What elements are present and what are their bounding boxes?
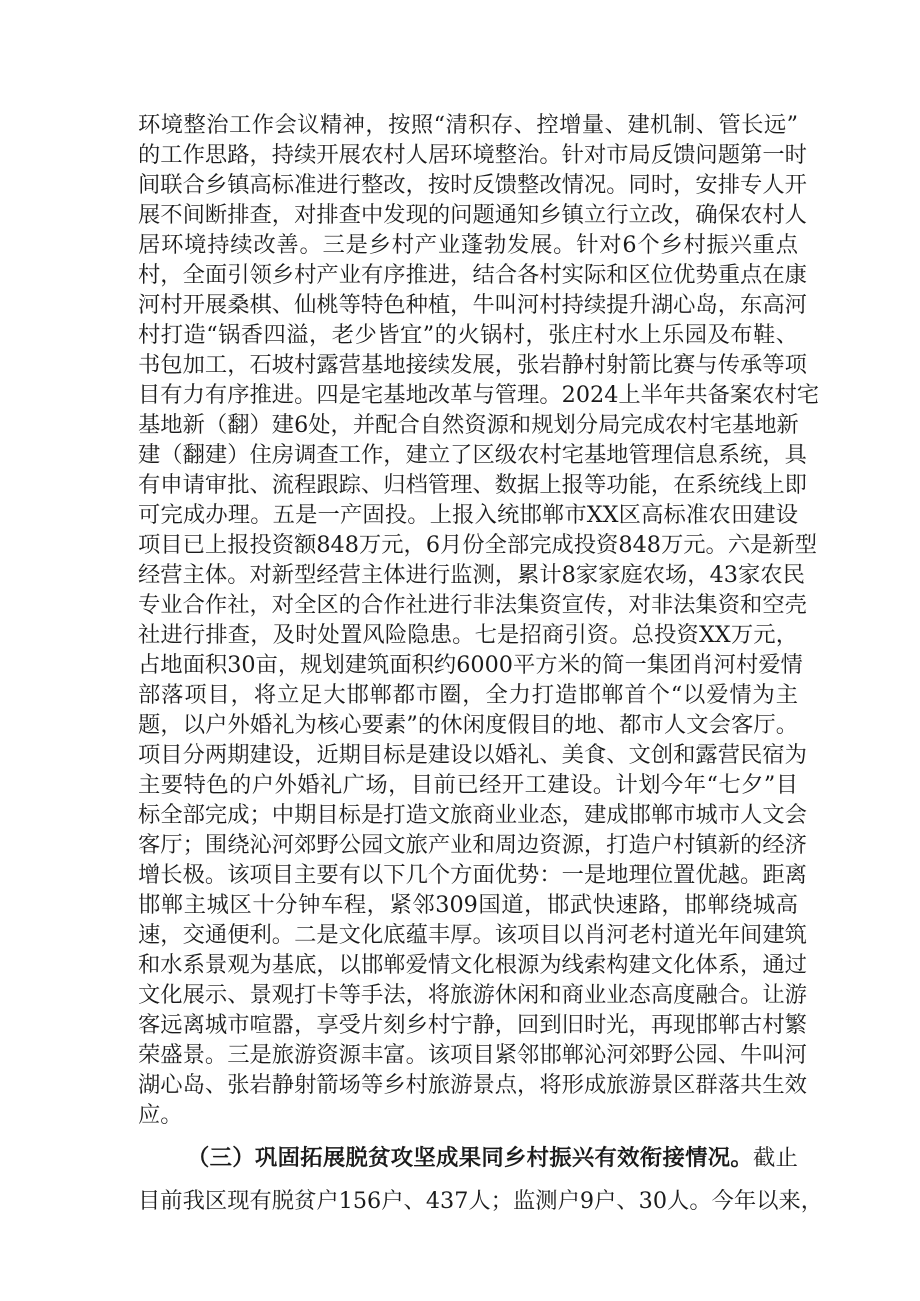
text-line: 可完成办理。五是一产固投。上报入统邯郸市XX区高标准农田建设 — [138, 502, 798, 528]
text-line: 展不间断排查，对排查中发现的问题通知乡镇立行立改，确保农村人 — [138, 202, 807, 228]
text-line: 和水系景观为基底，以邯郸爱情文化根源为线索构建文化体系，通过 — [138, 952, 807, 978]
text-line: 书包加工，石坡村露营基地接续发展，张岩静村射箭比赛与传承等项 — [138, 352, 807, 378]
text-line: 项目分两期建设，近期目标是建设以婚礼、美食、文创和露营民宿为 — [138, 742, 807, 768]
text-line: 间联合乡镇高标准进行整改，按时反馈整改情况。同时，安排专人开 — [138, 172, 807, 198]
heading-line-rest: 截止 — [753, 1145, 798, 1171]
text-line: 湖心岛、张岩静射箭场等乡村旅游景点，将形成旅游景区群落共生效 — [138, 1072, 807, 1098]
section-heading-line — [187, 1143, 798, 1173]
text-line: 目有力有序推进。四是宅基地改革与管理。2024上半年共备案农村宅 — [138, 382, 820, 408]
text-line: 居环境持续改善。三是乡村产业蓬勃发展。针对6个乡村振兴重点 — [138, 232, 798, 258]
text-line: 客远离城市喧嚣，享受片刻乡村宁静，回到旧时光，再现邯郸古村繁 — [138, 1012, 807, 1038]
text-line: 有申请审批、流程跟踪、归档管理、数据上报等功能，在系统线上即 — [138, 472, 807, 498]
text-line: 环境整治工作会议精神，按照“清积存、控增量、建机制、管长远” — [138, 112, 798, 138]
text-line: 基地新（翻）建6处，并配合自然资源和规划分局完成农村宅基地新 — [138, 412, 799, 438]
text-line: 应。 — [138, 1102, 183, 1128]
text-line: 的工作思路，持续开展农村人居环境整治。针对市局反馈问题第一时 — [138, 142, 807, 168]
text-line: 速，交通便利。二是文化底蕴丰厚。该项目以肖河老村道光年间建筑 — [138, 922, 807, 948]
text-line: 经营主体。对新型经营主体进行监测，累计8家家庭农场，43家农民 — [138, 562, 805, 588]
text-line: 标全部完成；中期目标是打造文旅商业业态，建成邯郸市城市人文会 — [138, 802, 807, 828]
text-line: 项目已上报投资额848万元，6月份全部完成投资848万元。六是新型 — [138, 532, 818, 558]
text-line: 荣盛景。三是旅游资源丰富。该项目紧邻邯郸沁河郊野公园、牛叫河 — [138, 1042, 807, 1068]
text-line: 专业合作社，对全区的合作社进行非法集资宣传，对非法集资和空壳 — [138, 592, 807, 618]
text-line: 村打造“锅香四溢，老少皆宜”的火锅村，张庄村水上乐园及布鞋、 — [138, 322, 798, 348]
text-line: 邯郸主城区十分钟车程，紧邻309国道，邯武快速路，邯郸绕城高 — [138, 892, 798, 918]
text-line: 增长极。该项目主要有以下几个方面优势：一是地理位置优越。距离 — [138, 862, 807, 888]
section-heading: （三）巩固拓展脱贫攻坚成果同乡村振兴有效衔接情况。 — [187, 1145, 754, 1171]
text-line: 目前我区现有脱贫户156户、437人；监测户9户、30人。今年以来， — [138, 1188, 824, 1214]
text-line: 占地面积30亩，规划建筑面积约6000平方米的简一集团肖河村爱情 — [138, 652, 803, 678]
text-line: 客厅；围绕沁河郊野公园文旅产业和周边资源，打造户村镇新的经济 — [138, 832, 807, 858]
text-line: 村，全面引领乡村产业有序推进，结合各村实际和区位优势重点在康 — [138, 262, 807, 288]
text-line: 题，以户外婚礼为核心要素”的休闲度假目的地、都市人文会客厅。 — [138, 712, 798, 738]
text-line: 文化展示、景观打卡等手法，将旅游休闲和商业业态高度融合。让游 — [138, 982, 807, 1008]
text-line: 河村开展桑棋、仙桃等特色种植，牛叫河村持续提升湖心岛，东高河 — [138, 292, 807, 318]
text-line: 主要特色的户外婚礼广场，目前已经开工建设。计划今年“七夕”目 — [138, 772, 798, 798]
text-line: 社进行排查，及时处置风险隐患。七是招商引资。总投资XX万元， — [138, 622, 798, 648]
text-line: 建（翻建）住房调查工作，建立了区级农村宅基地管理信息系统，具 — [138, 442, 807, 468]
text-line: 部落项目，将立足大邯郸都市圈，全力打造邯郸首个“以爱情为主 — [138, 682, 798, 708]
